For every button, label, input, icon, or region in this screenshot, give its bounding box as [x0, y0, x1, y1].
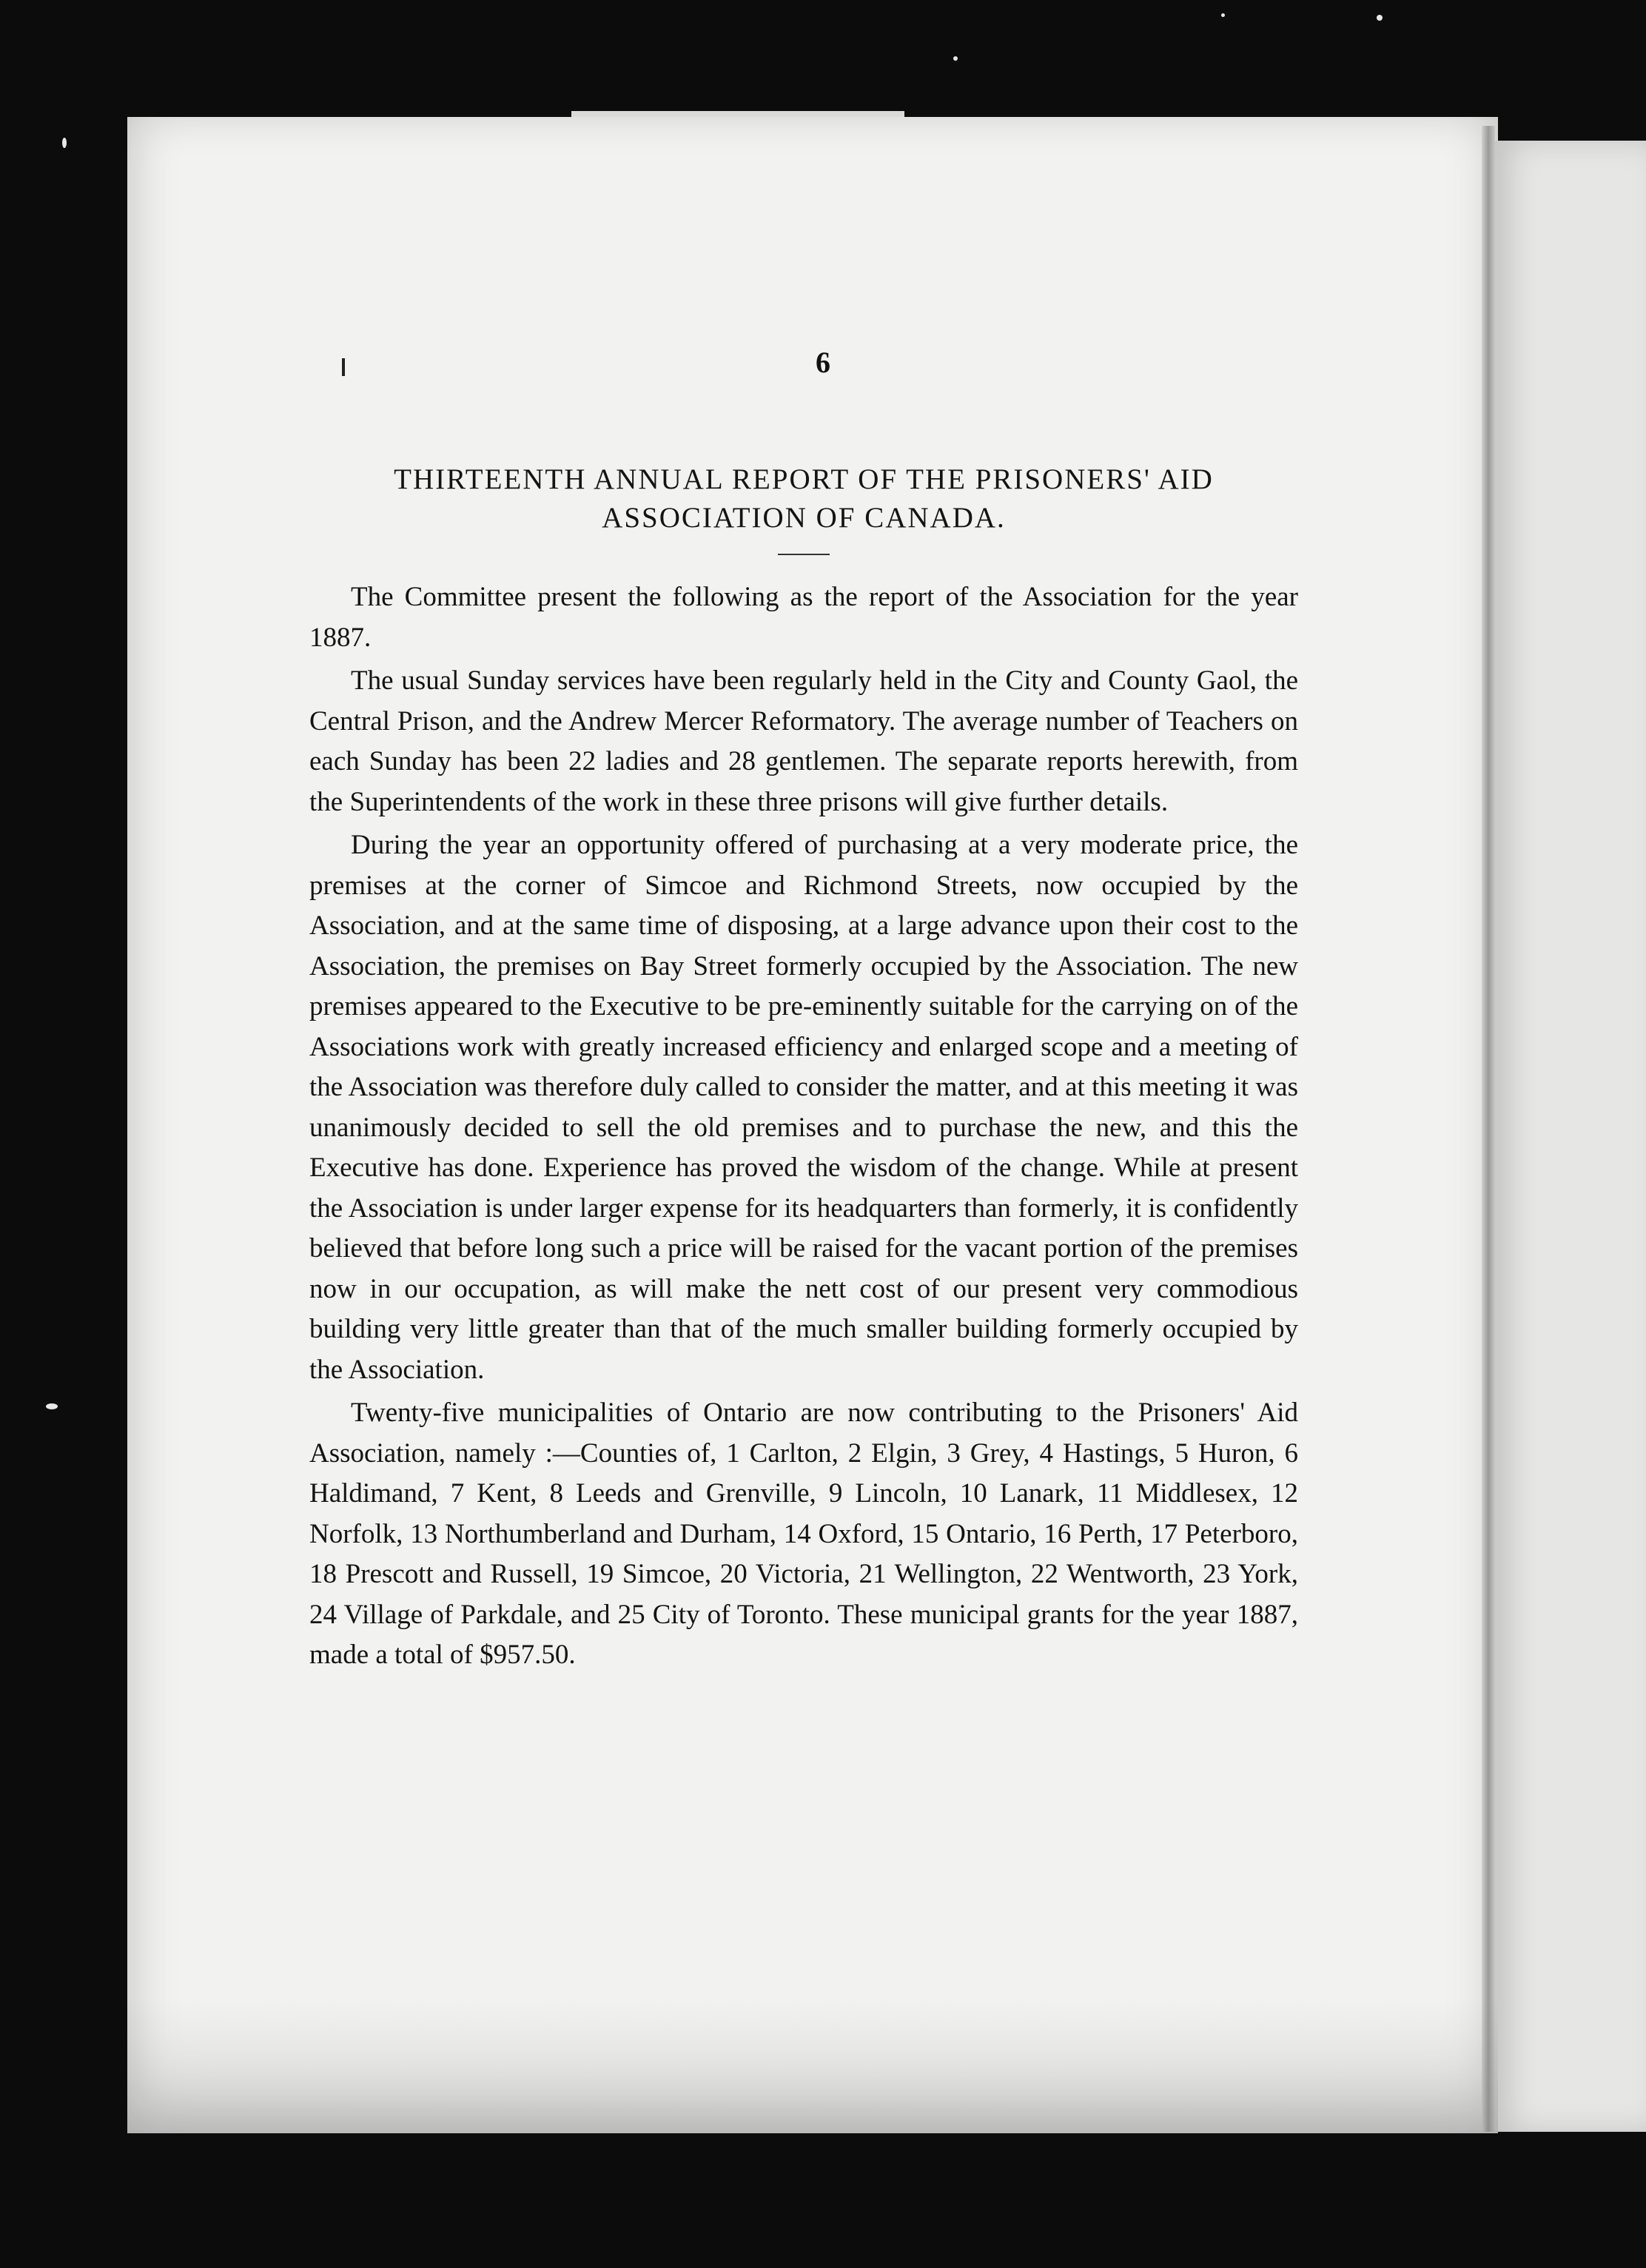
report-title-line-1: THIRTEENTH ANNUAL REPORT OF THE PRISONERS' AID — [394, 463, 1214, 495]
facing-page — [1495, 141, 1646, 2132]
dust-speck — [46, 1403, 58, 1409]
paragraph-intro: The Committee present the following as the report of the Association for the year 1887. — [309, 582, 1298, 653]
page-number: 6 — [816, 346, 830, 379]
dust-speck — [1221, 13, 1225, 17]
page-gutter — [1482, 126, 1495, 2132]
paragraph-premises: During the year an opportunity offered of purchasing at a very moderate price, the premises at the corner of Simcoe and Richmond Streets, now occupied by the Association, and at the same time of disposing, at a large advance upon their cost to the Association, the premises on Bay Street formerly occupied by the Association. The new premises appeared to the Executive to be pre-eminently suitable for the carrying on of the Associations work with greatly increased efficiency and enlarged scope and a meeting of the Association was therefore duly called to consider the matter, and at this meeting it was unanimously decided to sell the old premises and to purchase the new, and this the Executive has done. Experience has proved the wisdom of the change. While at present the Association is under larger expense for its headquarters than formerly, it is confidently believed that before long such a price will be raised for the vacant portion of the premises now in our occupation, as will make the nett cost of our present very commodious building very little greater than that of the much smaller building formerly occupied by the Association. — [309, 830, 1298, 1385]
report-title-line-2: ASSOCIATION OF CANADA. — [602, 502, 1006, 534]
dust-speck — [1377, 15, 1383, 21]
title-rule — [778, 554, 830, 555]
page-shadow — [127, 1999, 1498, 2133]
paragraph-municipalities: Twenty-five municipalities of Ontario are now contributing to the Prisoners' Aid Association, namely :—Counties of, 1 Carlton, 2 Elgin, 3 Grey, 4 Hastings, 5 Huron, 6 Haldimand, 7 Kent, 8 Leeds and Grenville, 9 Lincoln, 10 Lanark, 11 Middlesex, 12 Norfolk, 13 Northumberland and Durham, 14 Oxford, 15 Ontario, 16 Perth, 17 Peterboro, 18 Prescott and Russell, 19 Simcoe, 20 Victoria, 21 Wellington, 22 Wentworth, 23 York, 24 Village of Parkdale, and 25 City of Toronto. These municipal grants for the year 1887, made a total of $957.50. — [309, 1398, 1298, 1670]
dust-speck — [62, 138, 67, 148]
report-title — [309, 460, 1298, 537]
dust-speck — [953, 56, 958, 61]
paragraph-sunday-services: The usual Sunday services have been regularly held in the City and County Gaol, the Central Prison, and the Andrew Mercer Reformatory. The average number of Teachers on each Sunday has been 22 ladies and 28 gentlemen. The separate reports herewith, from the Superintendents of the work in these three prisons will give further details. — [309, 665, 1298, 817]
report-body — [309, 460, 1298, 1679]
